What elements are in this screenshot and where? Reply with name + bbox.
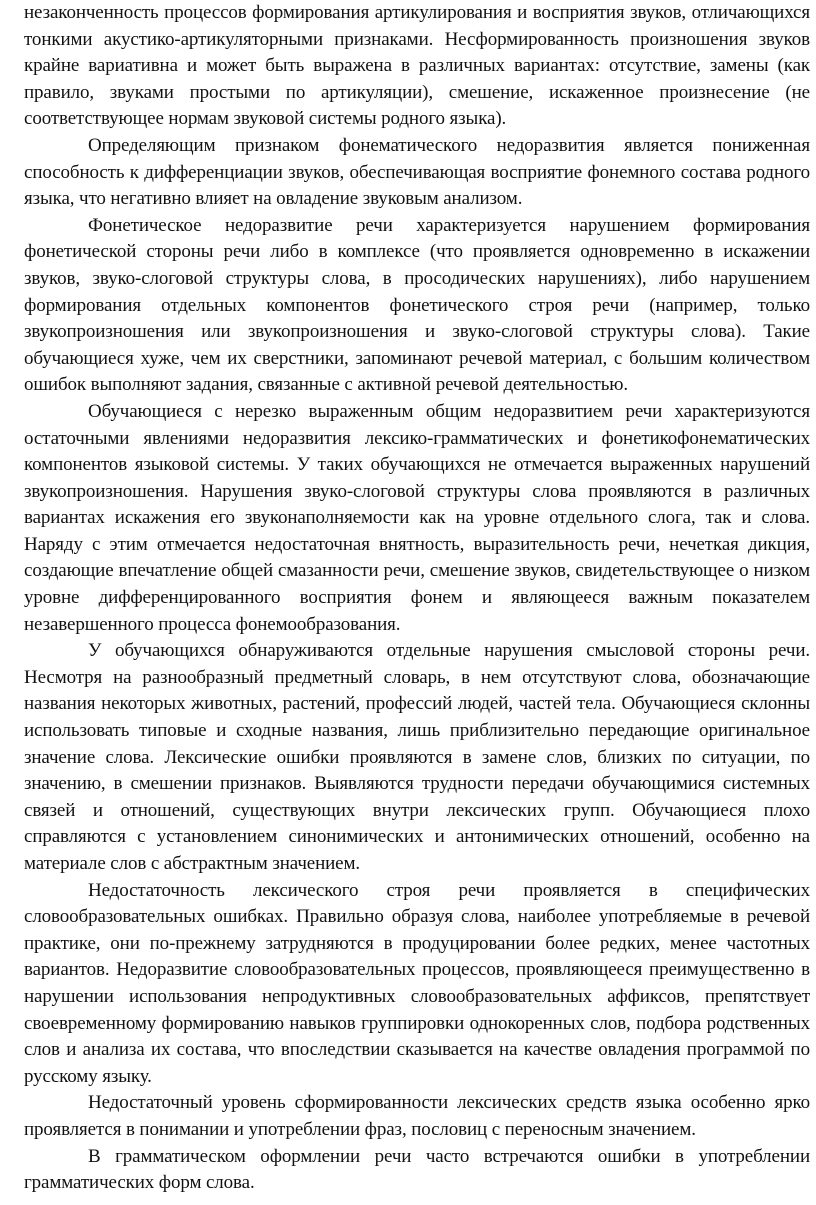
paragraph-phonetic-underdevelopment: Фонетическое недоразвитие речи характеризуется нарушением формирования фонетической стороны речи либо в комплексе (что проявляется одновременно в искажении звуков, звуко-слоговой структуры слова, в просодических нарушениях), либо нарушением формирования отдельных компонентов фонетического строя речи (например, только звукопроизношения или звукопроизношения и звуко-слоговой структуры слова). Такие обучающиеся хуже, чем их сверстники, запоминают речевой материал, с большим количеством ошибок выполняют задания, связанные с активной речевой деятельностью. <box>24 214 810 396</box>
paragraph-lexical-means-level: Недостаточный уровень сформированности лексических средств языка особенно ярко проявляется в понимании и употреблении фраз, пословиц с переносным значением. <box>24 1092 810 1140</box>
paragraph-lexical-insufficiency: Недостаточность лексического строя речи проявляется в специфических словообразовательных ошибках. Правильно образуя слова, наиболее употребляемые в речевой практике, они по-прежнему затрудняются в продуцировании более редких, менее частотных вариантов. Недоразвитие словообразовательных процессов, проявляющееся преимущественно в нарушении использования непродуктивных словообразовательных аффиксов, препятствует своевременному формированию навыков группировки однокоренных слов, подбора родственных слов и анализа их состава, что впоследствии сказывается на качестве овладения программой по русскому языку. <box>24 879 810 1087</box>
paragraph-grammatical-errors: В грамматическом оформлении речи часто встречаются ошибки в употреблении грамматических форм слова. <box>24 1145 810 1194</box>
paragraph-semantic-violations: У обучающихся обнаруживаются отдельные нарушения смысловой стороны речи. Несмотря на разнообразный предметный словарь, в нем отсутствуют слова, обозначающие названия некоторых животных, растений, профессий людей, частей тела. Обучающиеся склонны использовать типовые и сходные названия, лишь приблизительно передающие оригинальное значение слова. Лексические ошибки проявляются в замене слов, близких по ситуации, по значению, в смешении признаков. Выявляются трудности передачи обучающимися системных связей и отношений, существующих внутри лексических групп. Обучающиеся плохо справляются с установлением синонимических и антонимических отношений, особенно на материале слов с абстрактным значением. <box>24 640 810 874</box>
paragraph-continuation: незаконченность процессов формирования артикулирования и восприятия звуков, отличающихся тонкими акустико-артикуляторными признаками. Несформированность произношения звуков крайне вариативна и может быть выражена в различных вариантах: отсутствие, замены (как правило, звуками простыми по артикуляции), смешение, искаженное произнесение (не соответствующее нормам звуковой системы родного языка). <box>24 2 810 130</box>
document-page <box>24 0 810 1197</box>
paragraph-phonematic-underdevelopment: Определяющим признаком фонематического недоразвития является пониженная способность к дифференциации звуков, обеспечивающая восприятие фонемного состава родного языка, что негативно влияет на овладение звуковым анализом. <box>24 134 810 210</box>
paragraph-general-speech-underdevelopment: Обучающиеся с нерезко выраженным общим недоразвитием речи характеризуются остаточными явлениями недоразвития лексико-грамматических и фонетикофонематических компонентов языковой системы. У таких обучающихся не отмечается выраженных нарушений звукопроизношения. Нарушения звуко-слоговой структуры слова проявляются в различных вариантах искажения его звуконаполняемости как на уровне отдельного слога, так и слова. Наряду с этим отмечается недостаточная внятность, выразительность речи, нечеткая дикция, создающие впечатление общей смазанности речи, смешение звуков, свидетельствующее о низком уровне дифференцированного восприятия фонем и являющееся важным показателем незавершенного процесса фонемообразования. <box>24 400 810 635</box>
